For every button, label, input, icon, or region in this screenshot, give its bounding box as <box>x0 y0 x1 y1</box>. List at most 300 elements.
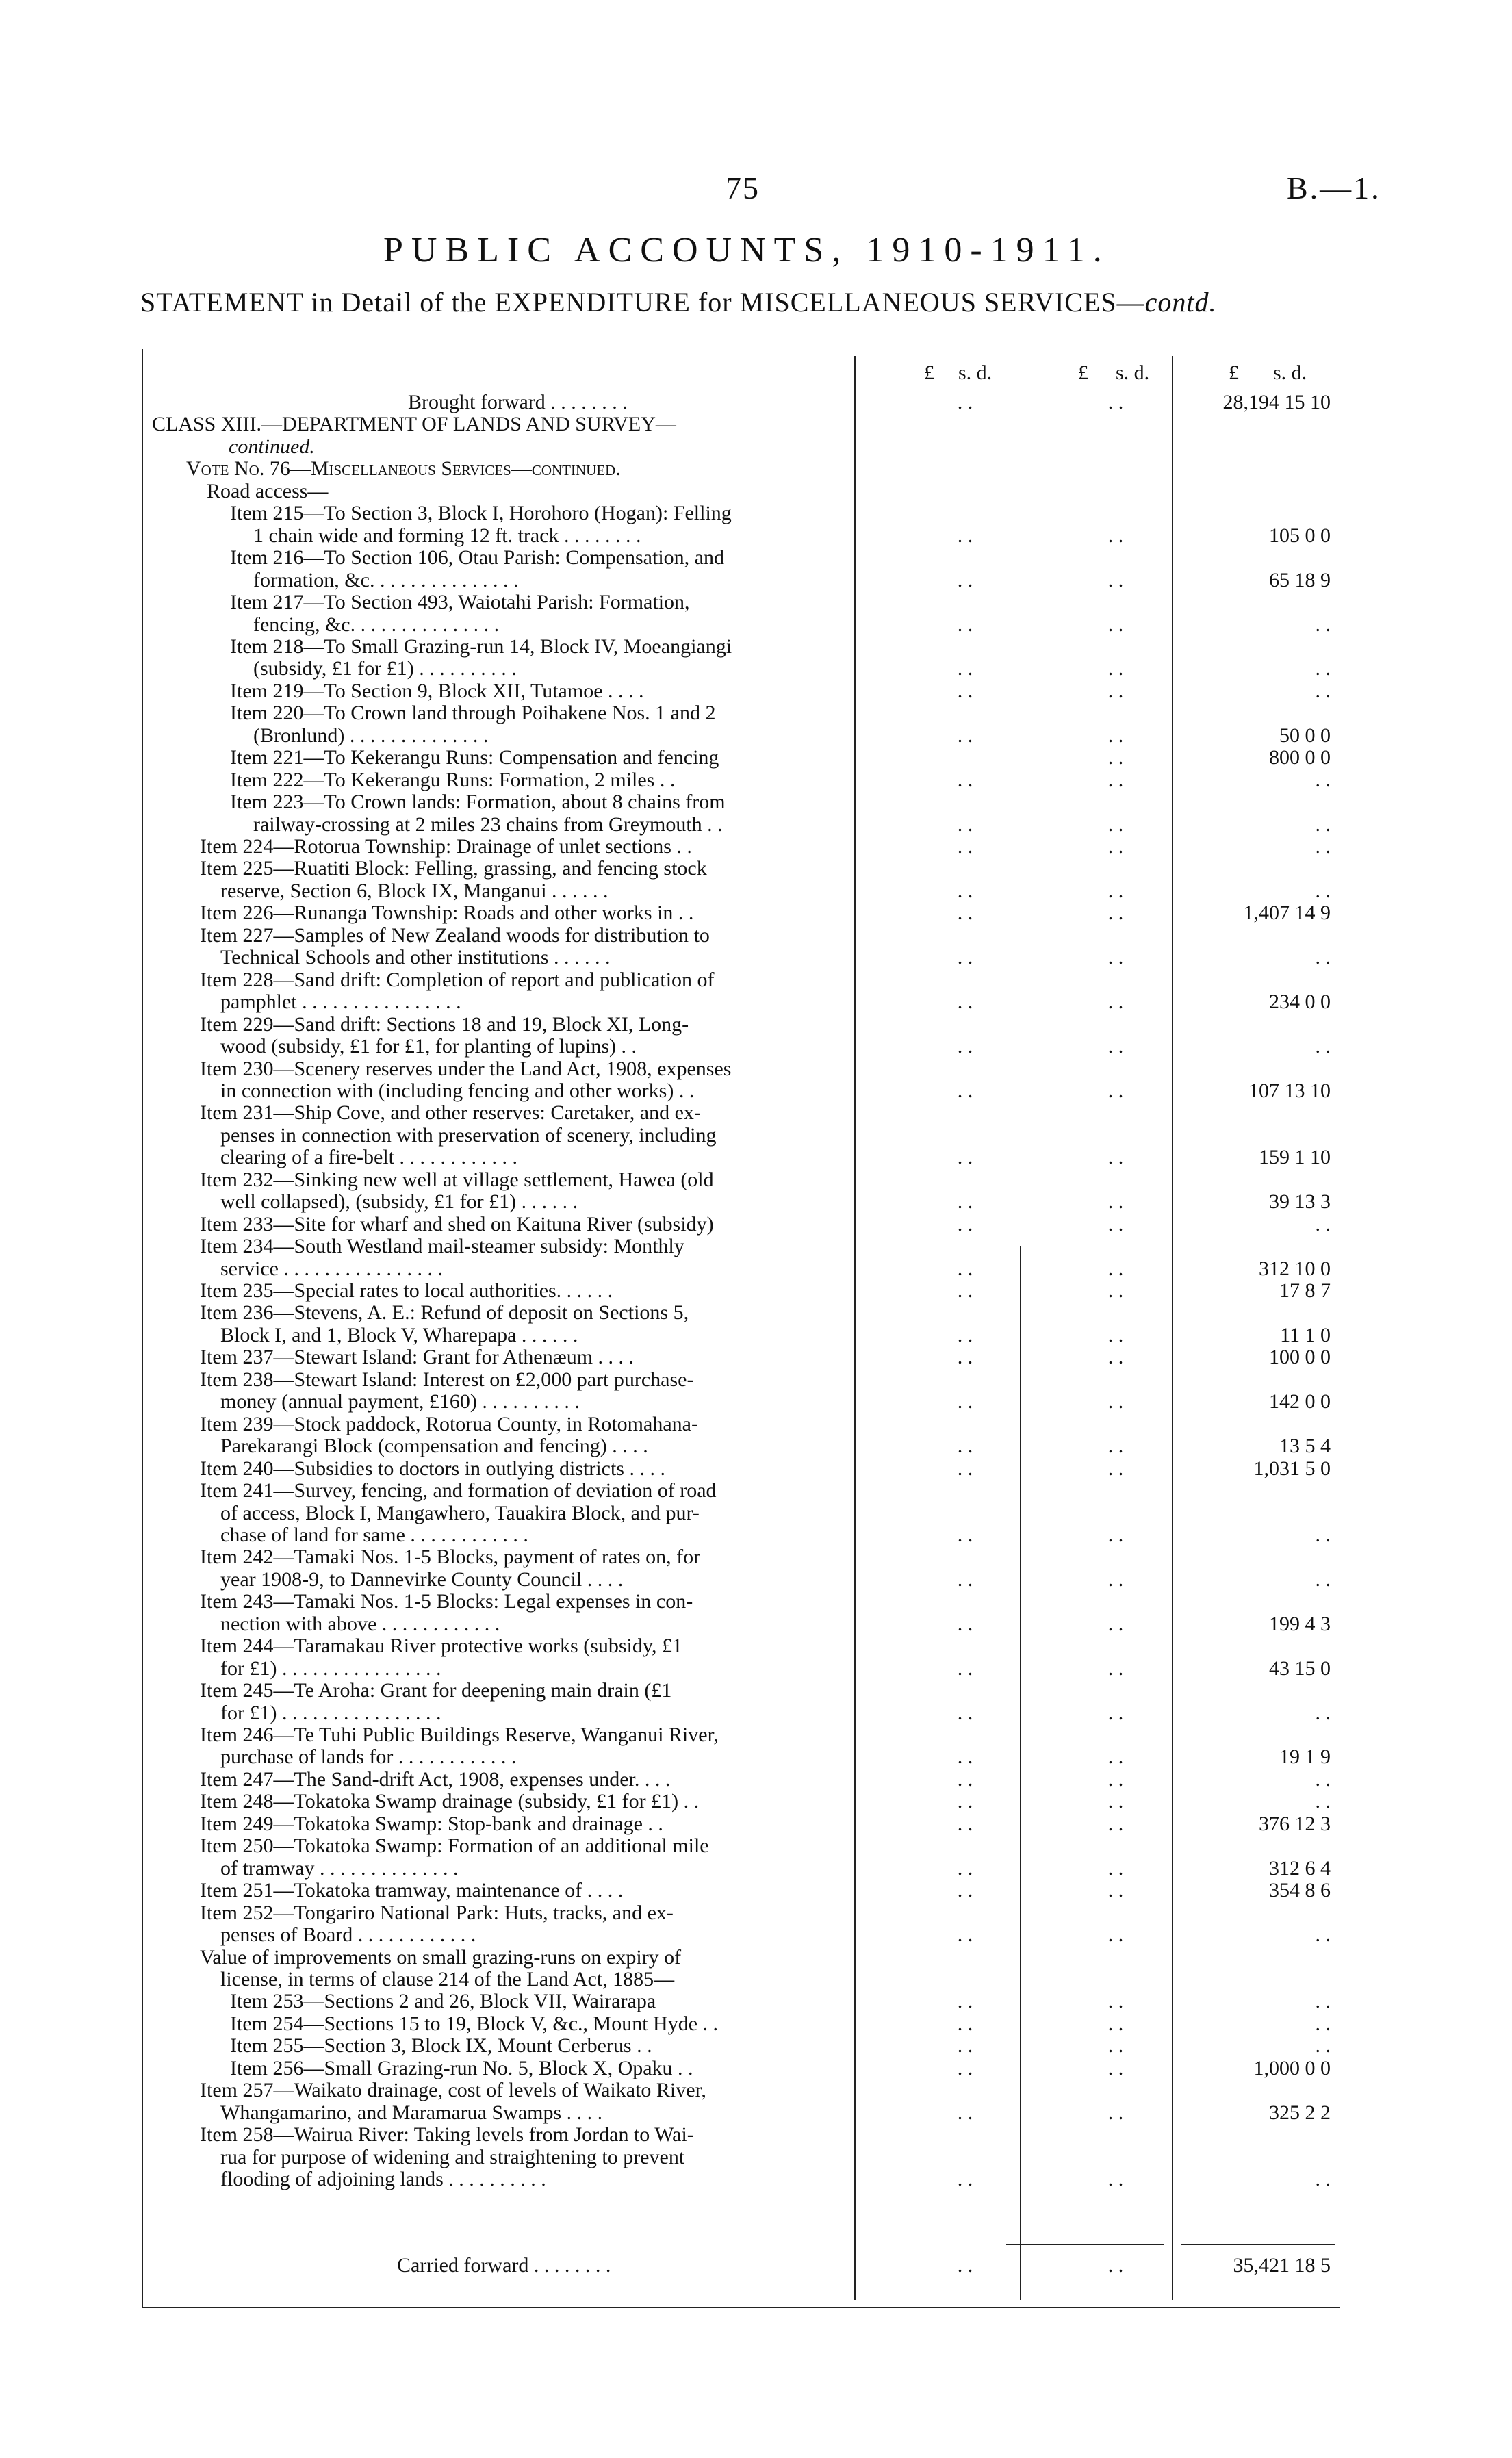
row-col2: . . <box>1107 2101 1124 2124</box>
row-col1: . . <box>957 1346 973 1368</box>
row-col2: . . <box>1107 1768 1124 1791</box>
table-row <box>0 880 1512 902</box>
row-amount: . . <box>1315 2034 1331 2057</box>
row-col2: . . <box>1107 835 1124 858</box>
row-col2: . . <box>1107 680 1124 702</box>
row-amount: 13 5 4 <box>1279 1435 1331 1457</box>
row-description: Item 227—Samples of New Zealand woods for distribution to <box>200 924 710 947</box>
carried-forward-amount: 35,421 18 5 <box>1233 2254 1331 2277</box>
row-description: reserve, Section 6, Block IX, Manganui . . . . . . <box>220 880 608 902</box>
row-col1: . . <box>957 1524 973 1546</box>
table-row <box>0 1236 1512 1257</box>
row-col1: . . <box>957 2012 973 2035</box>
row-col1: . . <box>957 835 973 858</box>
row-amount: 28,194 15 10 <box>1222 391 1331 413</box>
table-row <box>0 1702 1512 1724</box>
row-description: penses in connection with preservation of scenery, including <box>220 1124 717 1147</box>
table-row <box>0 1036 1512 1058</box>
row-amount: . . <box>1315 946 1331 969</box>
row-col1: . . <box>957 2101 973 2124</box>
row-description: rua for purpose of widening and straightening to prevent <box>220 2146 685 2168</box>
table-row <box>0 1990 1512 2012</box>
table-row <box>0 392 1512 413</box>
row-col1: . . <box>957 813 973 836</box>
row-col2: . . <box>1107 1457 1124 1480</box>
row-amount: 65 18 9 <box>1269 569 1331 591</box>
row-description: Item 218—To Small Grazing-run 14, Block IV, Moeangiangi <box>230 635 732 658</box>
row-description: Item 230—Scenery reserves under the Land Act, 1908, expenses <box>200 1058 732 1080</box>
col1-pounds-header: £ <box>924 361 934 384</box>
row-amount: . . <box>1315 880 1331 902</box>
row-col2: . . <box>1107 1190 1124 1213</box>
row-description: continued. <box>229 435 315 458</box>
table-row <box>0 636 1512 658</box>
table-row <box>0 1147 1512 1168</box>
table-row <box>0 1880 1512 1902</box>
row-col2: . . <box>1107 1745 1124 1768</box>
col1-sd-header: s. d. <box>958 361 992 384</box>
total-rule-1 <box>1006 2244 1164 2245</box>
row-col1: . . <box>957 2034 973 2057</box>
row-col1: . . <box>957 1457 973 1480</box>
row-col2: . . <box>1107 901 1124 924</box>
row-col1: . . <box>957 1324 973 1346</box>
row-description: Item 223—To Crown lands: Formation, about 8 chains from <box>230 791 726 813</box>
row-description: Item 221—To Kekerangu Runs: Compensation and fencing <box>230 746 719 769</box>
table-row <box>0 1969 1512 1990</box>
row-col2: . . <box>1107 1790 1124 1813</box>
row-col2: . . <box>1107 2034 1124 2057</box>
row-amount: 39 13 3 <box>1269 1190 1331 1213</box>
row-description: money (annual payment, £160) . . . . . . . . . . <box>220 1390 580 1413</box>
row-amount: 142 0 0 <box>1269 1390 1331 1413</box>
row-col2: . . <box>1107 746 1124 769</box>
table-row <box>0 2013 1512 2035</box>
row-amount: 325 2 2 <box>1269 2101 1331 2124</box>
row-description: clearing of a fire-belt . . . . . . . . . . . . <box>220 1146 518 1168</box>
row-description: Item 228—Sand drift: Completion of report and publication of <box>200 969 715 991</box>
row-description: Parekarangi Block (compensation and fencing) . . . . <box>220 1435 648 1457</box>
row-amount: . . <box>1315 1213 1331 1236</box>
row-col2: . . <box>1107 990 1124 1013</box>
row-col1: . . <box>957 1702 973 1724</box>
row-col1: . . <box>957 391 973 413</box>
table-row <box>0 747 1512 769</box>
row-description: purchase of lands for . . . . . . . . . . . . <box>220 1745 517 1768</box>
row-col1: . . <box>957 524 973 547</box>
row-col1: . . <box>957 1923 973 1946</box>
col3-sd-header: s. d. <box>1273 361 1307 384</box>
row-col1: . . <box>957 1990 973 2012</box>
row-description: Item 249—Tokatoka Swamp: Stop-bank and drainage . . <box>200 1813 663 1835</box>
row-amount: . . <box>1315 1568 1331 1591</box>
table-row <box>0 1413 1512 1435</box>
row-description: (Bronlund) . . . . . . . . . . . . . . <box>253 724 489 747</box>
table-row <box>0 969 1512 991</box>
row-amount: 312 6 4 <box>1269 1857 1331 1880</box>
row-col1: . . <box>957 880 973 902</box>
row-amount: 105 0 0 <box>1269 524 1331 547</box>
row-col2: . . <box>1107 1257 1124 1280</box>
col2-pounds-header: £ <box>1078 361 1088 384</box>
row-description: Item 256—Small Grazing-run No. 5, Block X, Opaku . . <box>230 2057 693 2079</box>
table-row <box>0 680 1512 702</box>
table-row <box>0 991 1512 1013</box>
row-col2: . . <box>1107 1435 1124 1457</box>
row-col2: . . <box>1107 1346 1124 1368</box>
row-description: for £1) . . . . . . . . . . . . . . . . <box>220 1657 441 1680</box>
table-row <box>0 1391 1512 1413</box>
row-col2: . . <box>1107 2168 1124 2190</box>
statement-subtitle <box>140 286 1217 318</box>
row-col1: . . <box>957 1745 973 1768</box>
row-description: for £1) . . . . . . . . . . . . . . . . <box>220 1702 441 1724</box>
table-row <box>0 458 1512 480</box>
table-row <box>0 1835 1512 1857</box>
row-description: Vote No. 76—Miscellaneous Services—continued. <box>186 457 621 480</box>
table-row <box>0 2035 1512 2057</box>
row-col2: . . <box>1107 2012 1124 2035</box>
table-frame-bottom <box>142 2307 1340 2308</box>
row-col1: . . <box>957 1879 973 1902</box>
table-row <box>0 1858 1512 1880</box>
table-row <box>0 791 1512 813</box>
row-amount: . . <box>1315 1990 1331 2012</box>
table-row <box>0 591 1512 613</box>
total-rule-2 <box>1181 2244 1335 2245</box>
row-description: license, in terms of clause 214 of the Land Act, 1885— <box>220 1968 675 1990</box>
row-col2: . . <box>1107 1079 1124 1102</box>
table-row <box>0 1258 1512 1280</box>
table-row <box>0 769 1512 791</box>
row-col1: . . <box>957 1213 973 1236</box>
row-description: Item 244—Taramakau River protective works (subsidy, £1 <box>200 1635 682 1657</box>
row-description: nection with above . . . . . . . . . . . . <box>220 1613 500 1635</box>
row-amount: . . <box>1315 1790 1331 1813</box>
table-row <box>0 1924 1512 1946</box>
col3-pounds-header: £ <box>1229 361 1239 384</box>
table-row <box>0 658 1512 680</box>
row-description: chase of land for same . . . . . . . . . . . . <box>220 1524 528 1546</box>
row-amount: 800 0 0 <box>1269 746 1331 769</box>
table-row <box>0 547 1512 569</box>
row-col1: . . <box>957 1790 973 1813</box>
row-description: Item 217—To Section 493, Waiotahi Parish: Formation, <box>230 591 690 613</box>
row-amount: . . <box>1315 1923 1331 1946</box>
row-amount: 1,031 5 0 <box>1253 1457 1331 1480</box>
table-row <box>0 1435 1512 1457</box>
table-row <box>0 836 1512 858</box>
row-description: Item 239—Stock paddock, Rotorua County, in Rotomahana- <box>200 1413 698 1435</box>
subtitle-main: STATEMENT in Detail of the EXPENDITURE for MISCELLANEOUS SERVICES— <box>140 287 1145 318</box>
carried-forward-label: Carried forward . . . . . . . . <box>397 2254 611 2277</box>
row-amount: 312 10 0 <box>1259 1257 1331 1280</box>
row-description: Item 224—Rotorua Township: Drainage of unlet sections . . <box>200 835 692 858</box>
row-description: Item 226—Runanga Township: Roads and other works in . . <box>200 901 694 924</box>
table-row <box>0 1791 1512 1813</box>
row-col2: . . <box>1107 946 1124 969</box>
table-row <box>0 2147 1512 2168</box>
row-description: of tramway . . . . . . . . . . . . . . <box>220 1857 459 1880</box>
table-row <box>0 947 1512 969</box>
row-col1: . . <box>957 680 973 702</box>
row-col1: . . <box>957 946 973 969</box>
table-row <box>0 1324 1512 1346</box>
table-row <box>0 1014 1512 1036</box>
row-description: Item 257—Waikato drainage, cost of levels of Waikato River, <box>200 2079 706 2101</box>
row-amount: . . <box>1315 2012 1331 2035</box>
row-col2: . . <box>1107 524 1124 547</box>
row-col2: . . <box>1107 1213 1124 1236</box>
row-col1: . . <box>957 1279 973 1302</box>
row-col1: . . <box>957 1146 973 1168</box>
row-col2: . . <box>1107 1390 1124 1413</box>
table-row <box>0 1302 1512 1324</box>
row-col1: . . <box>957 1657 973 1680</box>
row-amount: 1,000 0 0 <box>1253 2057 1331 2079</box>
row-description: Item 248—Tokatoka Swamp drainage (subsidy, £1 for £1) . . <box>200 1790 700 1813</box>
row-description: Item 236—Stevens, A. E.: Refund of deposit on Sections 5, <box>200 1301 689 1324</box>
table-row <box>0 2102 1512 2124</box>
row-description: Whangamarino, and Maramarua Swamps . . . . <box>220 2101 603 2124</box>
table-row <box>0 436 1512 458</box>
row-description: Item 219—To Section 9, Block XII, Tutamoe . . . . <box>230 680 644 702</box>
table-row <box>0 1724 1512 1746</box>
row-description: Item 216—To Section 106, Otau Parish: Compensation, and <box>230 546 724 569</box>
table-row <box>0 569 1512 591</box>
row-amount: . . <box>1315 1768 1331 1791</box>
table-row <box>0 1569 1512 1591</box>
row-col2: . . <box>1107 1923 1124 1946</box>
row-col2: . . <box>1107 1702 1124 1724</box>
row-col2: . . <box>1107 569 1124 591</box>
row-amount: 354 8 6 <box>1269 1879 1331 1902</box>
table-row <box>0 1169 1512 1191</box>
col2-sd-header: s. d. <box>1116 361 1150 384</box>
row-description: Item 251—Tokatoka tramway, maintenance of . . . . <box>200 1879 624 1902</box>
row-col1: . . <box>957 1768 973 1791</box>
row-col1: . . <box>957 1435 973 1457</box>
table-row <box>0 1813 1512 1835</box>
table-row <box>0 1125 1512 1147</box>
row-amount: 199 4 3 <box>1269 1613 1331 1635</box>
row-description: Item 247—The Sand-drift Act, 1908, expenses under. . . . <box>200 1768 671 1791</box>
row-col1: . . <box>957 1190 973 1213</box>
row-amount: . . <box>1315 835 1331 858</box>
row-amount: 43 15 0 <box>1269 1657 1331 1680</box>
row-description: Item 240—Subsidies to doctors in outlying districts . . . . <box>200 1457 665 1480</box>
table-row <box>0 702 1512 724</box>
row-col1: . . <box>957 657 973 680</box>
table-row <box>0 614 1512 636</box>
row-col2: . . <box>1107 1657 1124 1680</box>
table-row <box>0 1346 1512 1368</box>
row-description: (subsidy, £1 for £1) . . . . . . . . . . <box>253 657 517 680</box>
row-col2: . . <box>1107 1990 1124 2012</box>
row-col1: . . <box>957 769 973 791</box>
table-row <box>0 1635 1512 1657</box>
table-row <box>0 1214 1512 1236</box>
row-col2: . . <box>1107 1279 1124 1302</box>
table-row <box>0 725 1512 747</box>
table-row <box>0 1502 1512 1524</box>
row-col1: . . <box>957 569 973 591</box>
row-description: of access, Block I, Mangawhero, Tauakira Block, and pur- <box>220 1502 700 1524</box>
row-amount: . . <box>1315 813 1331 836</box>
row-amount: 159 1 10 <box>1259 1146 1331 1168</box>
table-row <box>0 1458 1512 1480</box>
row-amount: 376 12 3 <box>1259 1813 1331 1835</box>
row-col1: . . <box>957 1079 973 1102</box>
row-description: Item 242—Tamaki Nos. 1-5 Blocks, payment of rates on, for <box>200 1546 701 1568</box>
row-amount: 107 13 10 <box>1248 1079 1331 1102</box>
row-description: Item 253—Sections 2 and 26, Block VII, Wairarapa <box>230 1990 656 2012</box>
row-col1: . . <box>957 1613 973 1635</box>
row-col2: . . <box>1107 724 1124 747</box>
row-amount: 1,407 14 9 <box>1243 901 1331 924</box>
row-amount: . . <box>1315 613 1331 636</box>
carried-forward-col2: . . <box>1107 2254 1124 2277</box>
row-col2: . . <box>1107 1613 1124 1635</box>
table-row <box>0 525 1512 547</box>
page-title: PUBLIC ACCOUNTS, 1910-1911. <box>383 231 1110 270</box>
row-description: in connection with (including fencing and other works) . . <box>220 1079 695 1102</box>
table-row <box>0 1680 1512 1702</box>
subtitle-contd: contd. <box>1144 287 1217 318</box>
table-row <box>0 1102 1512 1124</box>
row-description: Block I, and 1, Block V, Wharepapa . . . . . . <box>220 1324 578 1346</box>
table-row <box>0 1546 1512 1568</box>
row-description: Item 246—Te Tuhi Public Buildings Reserve, Wanganui River, <box>200 1724 719 1746</box>
row-description: wood (subsidy, £1 for £1, for planting of lupins) . . <box>220 1035 637 1058</box>
table-row <box>0 1902 1512 1924</box>
row-col1: . . <box>957 1568 973 1591</box>
row-col2: . . <box>1107 813 1124 836</box>
document-reference: B.—1. <box>1287 170 1381 205</box>
row-description: Item 237—Stewart Island: Grant for Athenæum . . . . <box>200 1346 635 1368</box>
table-row <box>0 1058 1512 1080</box>
row-description: Item 235—Special rates to local authorities. . . . . . <box>200 1279 613 1302</box>
row-description: Item 258—Wairua River: Taking levels from Jordan to Wai- <box>200 2123 694 2146</box>
row-col1: . . <box>957 613 973 636</box>
table-row <box>0 1280 1512 1302</box>
row-amount: . . <box>1315 1524 1331 1546</box>
row-amount: 11 1 0 <box>1280 1324 1331 1346</box>
row-description: CLASS XIII.—DEPARTMENT OF LANDS AND SURVEY— <box>152 413 676 435</box>
row-description: Item 252—Tongariro National Park: Huts, tracks, and ex- <box>200 1902 674 1924</box>
table-row <box>0 1591 1512 1613</box>
row-description: 1 chain wide and forming 12 ft. track . . . . . . . . <box>253 524 641 547</box>
row-col2: . . <box>1107 1879 1124 1902</box>
table-row <box>0 902 1512 924</box>
row-description: Brought forward . . . . . . . . <box>408 391 628 413</box>
row-amount: . . <box>1315 1702 1331 1724</box>
row-description: Technical Schools and other institutions . . . . . . <box>220 946 611 969</box>
carried-forward-row <box>0 2255 1512 2277</box>
table-row <box>0 1947 1512 1969</box>
row-description: Item 241—Survey, fencing, and formation of deviation of road <box>200 1479 717 1502</box>
row-col1: . . <box>957 1857 973 1880</box>
row-description: Item 243—Tamaki Nos. 1-5 Blocks: Legal expenses in con- <box>200 1590 693 1613</box>
row-col2: . . <box>1107 880 1124 902</box>
row-description: pamphlet . . . . . . . . . . . . . . . . <box>220 990 461 1013</box>
row-col1: . . <box>957 901 973 924</box>
table-row <box>0 925 1512 947</box>
page-number: 75 <box>726 170 760 205</box>
table-row <box>0 1658 1512 1680</box>
row-col1: . . <box>957 2168 973 2190</box>
row-amount: 234 0 0 <box>1269 990 1331 1013</box>
table-row <box>0 814 1512 836</box>
row-col2: . . <box>1107 769 1124 791</box>
row-col2: . . <box>1107 1524 1124 1546</box>
row-col2: . . <box>1107 2057 1124 2079</box>
row-description: Item 254—Sections 15 to 19, Block V, &c., Mount Hyde . . <box>230 2012 719 2035</box>
row-col1: . . <box>957 1813 973 1835</box>
row-amount: 19 1 9 <box>1279 1745 1331 1768</box>
row-amount: 100 0 0 <box>1269 1346 1331 1368</box>
table-row <box>0 2124 1512 2146</box>
row-description: penses of Board . . . . . . . . . . . . <box>220 1923 476 1946</box>
table-row <box>0 1524 1512 1546</box>
row-description: year 1908-9, to Dannevirke County Council . . . . <box>220 1568 624 1591</box>
table-row <box>0 2168 1512 2190</box>
row-amount: . . <box>1315 680 1331 702</box>
row-description: Item 229—Sand drift: Sections 18 and 19, Block XI, Long- <box>200 1013 689 1036</box>
table-row <box>0 858 1512 880</box>
row-col2: . . <box>1107 1035 1124 1058</box>
row-description: railway-crossing at 2 miles 23 chains from Greymouth . . <box>253 813 723 836</box>
row-description: Item 225—Ruatiti Block: Felling, grassing, and fencing stock <box>200 857 707 880</box>
row-amount: . . <box>1315 2168 1331 2190</box>
row-col1: . . <box>957 1035 973 1058</box>
table-row <box>0 2058 1512 2079</box>
row-col1: . . <box>957 2057 973 2079</box>
row-description: Item 215—To Section 3, Block I, Horohoro (Hogan): Felling <box>230 502 732 524</box>
row-col1: . . <box>957 1257 973 1280</box>
row-col2: . . <box>1107 1857 1124 1880</box>
row-col1: . . <box>957 1390 973 1413</box>
row-description: Road access— <box>207 480 329 502</box>
row-description: Item 250—Tokatoka Swamp: Formation of an additional mile <box>200 1834 709 1857</box>
carried-forward-col1: . . <box>957 2254 973 2277</box>
row-description: Item 233—Site for wharf and shed on Kaituna River (subsidy) <box>200 1213 714 1236</box>
row-description: Item 231—Ship Cove, and other reserves: Caretaker, and ex- <box>200 1101 701 1124</box>
table-row <box>0 1369 1512 1391</box>
row-amount: . . <box>1315 657 1331 680</box>
table-row <box>0 413 1512 435</box>
row-col2: . . <box>1107 613 1124 636</box>
row-description: formation, &c. . . . . . . . . . . . . . . <box>253 569 519 591</box>
row-description: Item 238—Stewart Island: Interest on £2,000 part purchase- <box>200 1368 694 1391</box>
row-amount: . . <box>1315 1035 1331 1058</box>
row-description: Item 220—To Crown land through Poihakene Nos. 1 and 2 <box>230 702 716 724</box>
row-description: Value of improvements on small grazing-runs on expiry of <box>200 1946 682 1969</box>
row-description: well collapsed), (subsidy, £1 for £1) . . . . . . <box>220 1190 578 1213</box>
row-amount: 50 0 0 <box>1279 724 1331 747</box>
row-description: Item 222—To Kekerangu Runs: Formation, 2 miles . . <box>230 769 676 791</box>
table-row <box>0 1480 1512 1502</box>
table-row <box>0 1191 1512 1213</box>
table-row <box>0 2079 1512 2101</box>
row-amount: . . <box>1315 769 1331 791</box>
row-col2: . . <box>1107 391 1124 413</box>
table-row <box>0 1613 1512 1635</box>
table-row <box>0 481 1512 502</box>
row-amount: 17 8 7 <box>1279 1279 1331 1302</box>
row-description: Item 234—South Westland mail-steamer subsidy: Monthly <box>200 1235 684 1257</box>
row-description: service . . . . . . . . . . . . . . . . <box>220 1257 443 1280</box>
